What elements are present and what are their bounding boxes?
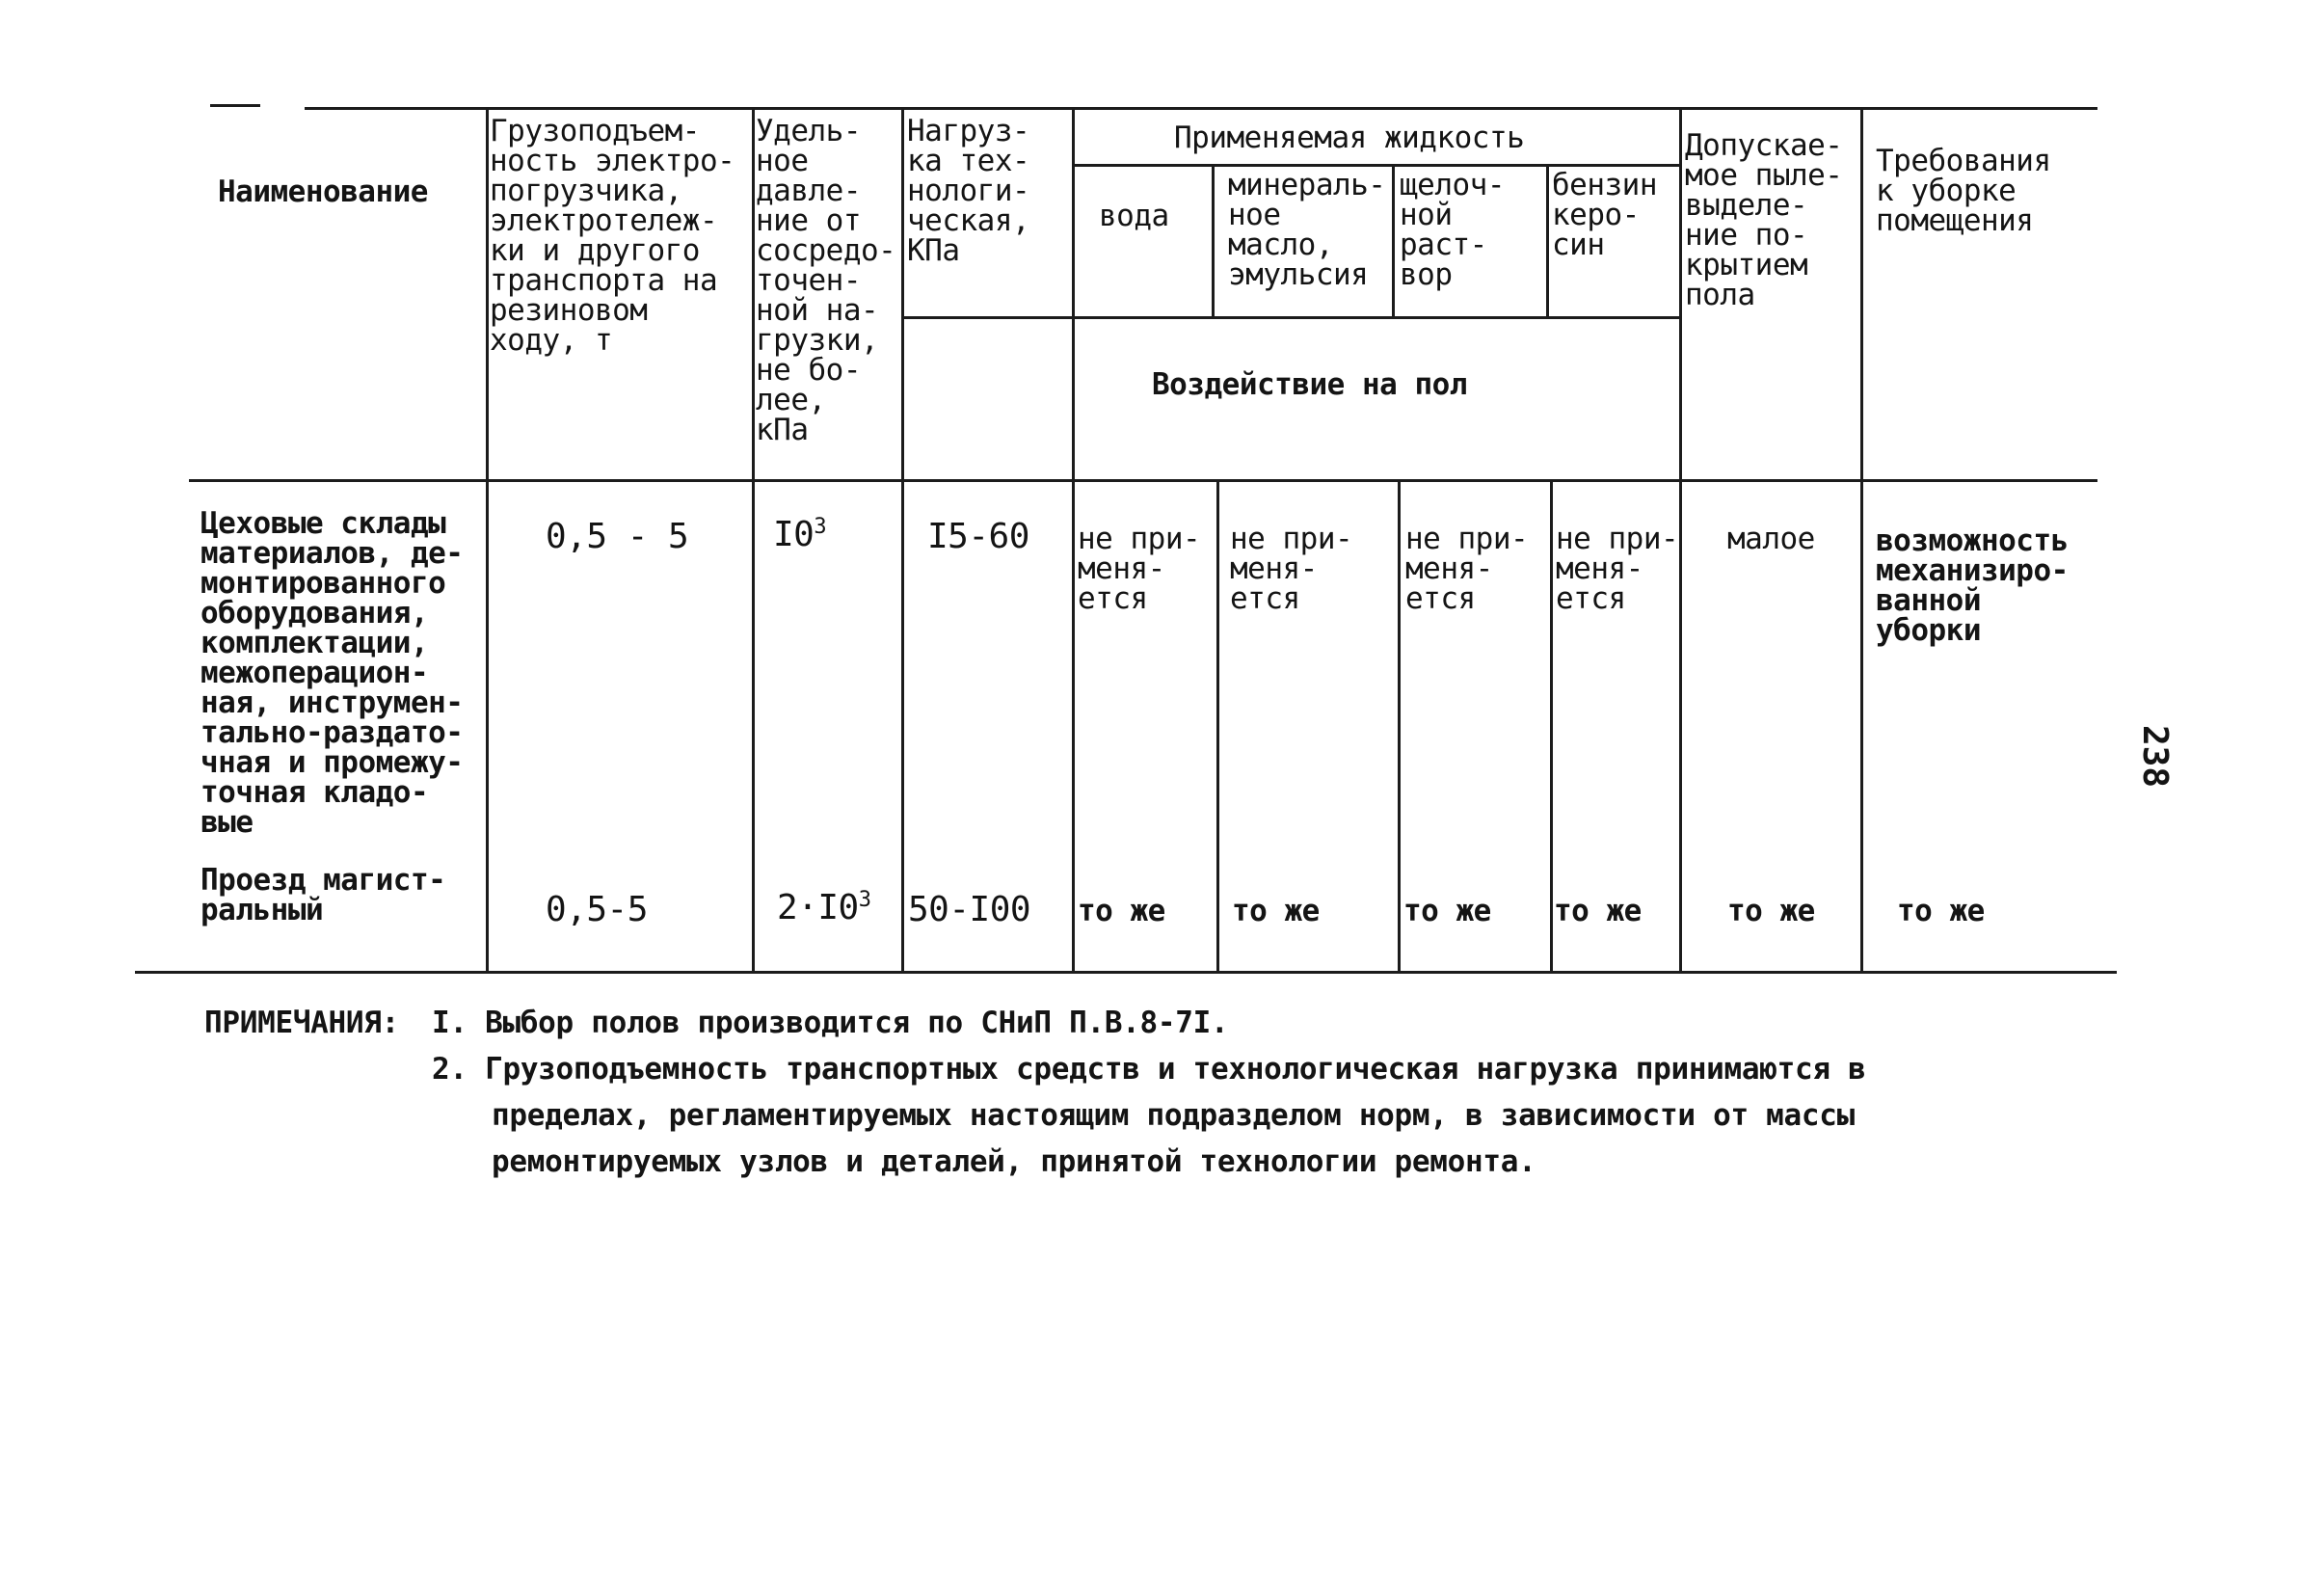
row1-alkali: не при- меня- ется (1405, 522, 1529, 616)
row1-dust: малое (1727, 522, 1815, 556)
header-capacity: Грузоподъем- ность электро- погрузчика, электротележ- ки и другого транспорта на резиновом ходу, т (490, 114, 735, 358)
note-2-line-2: пределах, регламентируемых настоящим подразделом норм, в зависимости от массы (492, 1098, 1855, 1133)
col-divider-2 (752, 107, 755, 973)
header-tech-load: Нагруз- ка тех- нологи- ческая, КПа (907, 114, 1030, 268)
header-pressure: Удель- ное давле- ние от сосредо- точен- ной на- грузки, не бо- лее, кПа (756, 114, 896, 447)
row1-tech-load: I5-60 (927, 517, 1029, 556)
note-2-line-1: 2. Грузоподъемность транспортных средств и технологическая нагрузка принимаются в (432, 1052, 1866, 1087)
header-alkali: щелоч- ной раст- вор (1400, 168, 1505, 292)
row1-water: не при- меня- ется (1078, 522, 1201, 616)
row2-name: Проезд магист- ральный (200, 863, 446, 927)
col-divider-5-body (1216, 479, 1219, 973)
notes-label: ПРИМЕЧАНИЯ: (204, 1006, 399, 1040)
col-divider-9 (1860, 107, 1863, 973)
row2-capacity: 0,5-5 (546, 890, 648, 929)
header-bottom-rule (189, 479, 2097, 482)
note-1: I. Выбор полов производится по СНиП П.В.8-7I. (432, 1006, 1229, 1040)
col-divider-1 (486, 107, 489, 973)
row2-oil: то же (1232, 894, 1320, 928)
col-divider-3 (901, 107, 904, 973)
col-divider-4 (1072, 107, 1075, 973)
row2-petrol: то же (1554, 894, 1642, 928)
row1-oil: не при- меня- ется (1230, 522, 1353, 616)
page-number: 238 (2135, 725, 2175, 789)
header-liquid-group: Применяемая жидкость (1174, 121, 1525, 155)
col-divider-6-body (1398, 479, 1401, 973)
header-dust: Допускае- мое пыле- выделе- ние по- крытием пола (1685, 128, 1843, 312)
col-divider-5 (1212, 164, 1215, 318)
liquid-subheader-rule (901, 316, 1679, 319)
row2-alkali: то же (1403, 894, 1491, 928)
top-rule (305, 107, 2097, 110)
row2-cleaning: то же (1897, 894, 1985, 928)
row2-tech-load: 50-I00 (908, 890, 1031, 929)
row1-cleaning: возможность механизиро- ванной уборки (1876, 524, 2069, 648)
col-divider-7-body (1550, 479, 1553, 973)
note-2-line-3: ремонтируемых узлов и деталей, принятой технологии ремонта. (492, 1144, 1536, 1179)
col-divider-7 (1546, 164, 1549, 318)
row1-pressure: $I0^3$ (773, 515, 827, 554)
row1-capacity: 0,5 - 5 (546, 517, 689, 556)
table-bottom-rule (135, 971, 2117, 974)
row2-dust: то же (1727, 894, 1815, 928)
row2-pressure: $2\cdot I0^3$ (777, 888, 871, 927)
header-water: вода (1099, 199, 1169, 233)
row2-water: то же (1078, 894, 1165, 928)
header-oil: минераль- ное масло, эмульсия (1228, 168, 1386, 292)
header-petrol: бензин керо- син (1552, 168, 1657, 262)
header-effect: Воздействие на пол (1152, 367, 1467, 402)
row1-name: Цеховые склады материалов, де- монтированного оборудования, комплектации, межоперацион- ная, инструмен- тально-раздато- чная и промежу- точная кладо- вые (200, 506, 464, 840)
header-cleaning: Требования к уборке помещения (1876, 144, 2051, 238)
col-divider-8 (1679, 107, 1682, 973)
liquid-group-rule (1072, 164, 1679, 167)
header-name: Наименование (218, 175, 428, 209)
top-rule-stub (210, 104, 260, 107)
col-divider-6 (1392, 164, 1395, 318)
row1-petrol: не при- меня- ется (1556, 522, 1679, 616)
